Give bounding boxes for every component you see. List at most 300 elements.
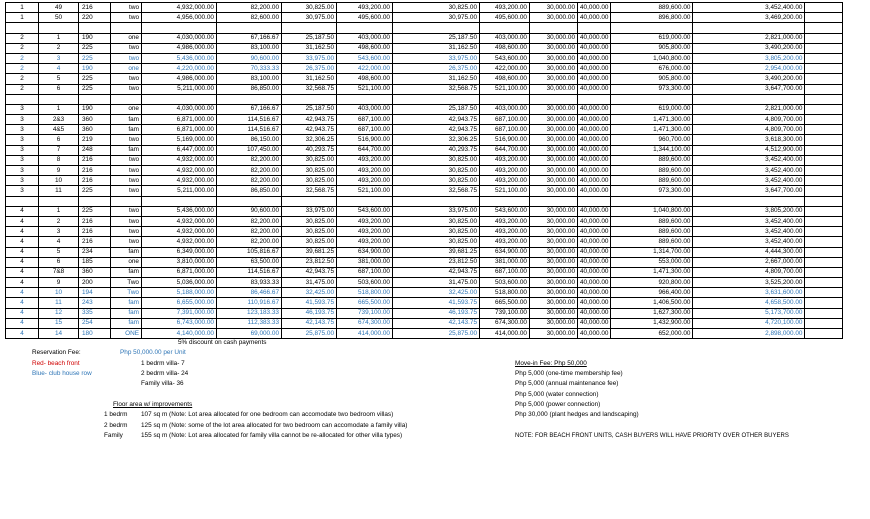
- table-cell: 4,932,000.00: [142, 3, 217, 13]
- table-cell: 30,000.00: [530, 318, 578, 328]
- floor-area-desc-1bedrm: 107 sq m (Note: Lot area allocated for one bedroom can accomodate two bedroom villas): [141, 411, 394, 418]
- table-cell: 30,000.00: [530, 64, 578, 74]
- table-cell: 3,452,400.00: [693, 227, 805, 237]
- table-cell: 687,100.00: [337, 115, 393, 125]
- table-cell: 23,812.50: [282, 257, 337, 267]
- table-cell: 25,187.50: [393, 33, 480, 43]
- table-cell: fam: [111, 115, 142, 125]
- table-cell: 414,000.00: [480, 329, 530, 339]
- table-cell: 30,000.00: [530, 84, 578, 94]
- table-cell: 4,986,000.00: [142, 74, 217, 84]
- table-cell: 3,452,400.00: [693, 155, 805, 165]
- table-cell: 11: [39, 298, 79, 308]
- table-row: [6, 176, 843, 186]
- table-cell: 30,000.00: [530, 155, 578, 165]
- table-cell: 414,000.00: [337, 329, 393, 339]
- table-cell: 30,000.00: [530, 278, 578, 288]
- table-cell: [578, 196, 611, 206]
- table-cell: two: [111, 74, 142, 84]
- table-cell: two: [111, 176, 142, 186]
- table-cell: 40,000.00: [578, 278, 611, 288]
- table-cell: 216: [79, 216, 111, 226]
- table-cell: 30,975.00: [393, 13, 480, 23]
- table-row: [6, 84, 843, 94]
- table-cell: 5,169,000.00: [142, 135, 217, 145]
- table-cell: 30,000.00: [530, 53, 578, 63]
- table-cell: 40,000.00: [578, 206, 611, 216]
- table-cell: two: [111, 43, 142, 53]
- table-cell: [393, 23, 480, 33]
- table-cell: 123,183.33: [217, 308, 282, 318]
- table-cell: 493,200.00: [480, 176, 530, 186]
- table-cell: 67,166.67: [217, 104, 282, 114]
- table-cell: [805, 145, 843, 155]
- table-cell: [578, 23, 611, 33]
- table-cell: 4: [39, 64, 79, 74]
- table-cell: 889,600.00: [611, 176, 693, 186]
- table-cell: one: [111, 33, 142, 43]
- table-cell: [111, 23, 142, 33]
- floor-area-title: Floor area w/ improvements: [113, 401, 193, 408]
- table-cell: [282, 94, 337, 104]
- table-cell: 498,600.00: [480, 43, 530, 53]
- table-cell: 3: [6, 186, 39, 196]
- table-cell: 10: [39, 176, 79, 186]
- table-row: [6, 329, 843, 339]
- table-cell: 493,200.00: [337, 216, 393, 226]
- blank-row: [6, 196, 843, 206]
- table-cell: [142, 94, 217, 104]
- table-cell: 493,200.00: [480, 216, 530, 226]
- floor-area-type-1bedrm: 1 bedrm: [104, 411, 128, 418]
- table-cell: [480, 196, 530, 206]
- table-cell: 41,593.75: [282, 298, 337, 308]
- table-cell: 3,647,700.00: [693, 84, 805, 94]
- table-cell: 220: [79, 13, 111, 23]
- table-cell: 86,150.00: [217, 135, 282, 145]
- table-cell: [805, 166, 843, 176]
- table-cell: 1: [39, 104, 79, 114]
- table-cell: [805, 267, 843, 277]
- table-cell: 9: [39, 278, 79, 288]
- table-cell: 2,821,000.00: [693, 33, 805, 43]
- table-cell: 335: [79, 308, 111, 318]
- table-cell: 82,200.00: [217, 166, 282, 176]
- table-cell: 30,000.00: [530, 247, 578, 257]
- table-cell: 2,821,000.00: [693, 104, 805, 114]
- table-cell: 31,162.50: [393, 43, 480, 53]
- table-cell: fam: [111, 125, 142, 135]
- table-row: [6, 247, 843, 257]
- table-row: [6, 166, 843, 176]
- table-cell: 3,452,400.00: [693, 166, 805, 176]
- table-row: [6, 186, 843, 196]
- table-cell: 30,000.00: [530, 33, 578, 43]
- table-cell: [805, 257, 843, 267]
- table-cell: 40,000.00: [578, 43, 611, 53]
- table-cell: 4,809,700.00: [693, 115, 805, 125]
- table-cell: [805, 135, 843, 145]
- table-cell: 30,000.00: [530, 135, 578, 145]
- table-cell: 83,933.33: [217, 278, 282, 288]
- table-cell: 40,000.00: [578, 247, 611, 257]
- table-cell: two: [111, 206, 142, 216]
- table-cell: [217, 23, 282, 33]
- table-cell: [142, 23, 217, 33]
- table-cell: 40,000.00: [578, 237, 611, 247]
- table-row: [6, 74, 843, 84]
- table-cell: 403,000.00: [480, 33, 530, 43]
- table-cell: 82,200.00: [217, 227, 282, 237]
- table-cell: two: [111, 227, 142, 237]
- table-cell: 6,349,000.00: [142, 247, 217, 257]
- table-cell: two: [111, 166, 142, 176]
- table-cell: 3,452,400.00: [693, 216, 805, 226]
- table-cell: 1: [6, 13, 39, 23]
- discount-note: 5% discount on cash payments: [178, 339, 267, 346]
- table-cell: 5,436,000.00: [142, 53, 217, 63]
- table-cell: 30,000.00: [530, 13, 578, 23]
- table-cell: 973,300.00: [611, 186, 693, 196]
- table-cell: 2: [6, 43, 39, 53]
- table-cell: 3: [39, 53, 79, 63]
- table-cell: [693, 23, 805, 33]
- table-cell: 889,600.00: [611, 237, 693, 247]
- villa-count-2bedrm: 2 bedrm villa- 24: [141, 370, 189, 377]
- table-cell: 498,600.00: [337, 74, 393, 84]
- table-cell: 254: [79, 318, 111, 328]
- move-in-item: Php 30,000 (plant hedges and landscaping): [515, 411, 639, 418]
- table-cell: [79, 196, 111, 206]
- table-cell: 243: [79, 298, 111, 308]
- table-cell: 63,500.00: [217, 257, 282, 267]
- table-cell: 1,406,500.00: [611, 298, 693, 308]
- table-row: [6, 115, 843, 125]
- table-cell: 42,943.75: [393, 115, 480, 125]
- table-cell: 4,932,000.00: [142, 176, 217, 186]
- table-cell: 83,100.00: [217, 43, 282, 53]
- table-cell: 5,211,000.00: [142, 186, 217, 196]
- floor-area-desc-family: 155 sq m (Note: Lot area allocated for family villa cannot be re-allocated for other villa types): [141, 432, 403, 439]
- table-cell: 190: [79, 33, 111, 43]
- table-cell: 4,720,100.00: [693, 318, 805, 328]
- table-cell: 30,975.00: [282, 13, 337, 23]
- table-cell: 25,187.50: [393, 104, 480, 114]
- table-cell: 4: [39, 237, 79, 247]
- table-cell: [805, 196, 843, 206]
- table-cell: 70,333.33: [217, 64, 282, 74]
- table-cell: 4: [6, 288, 39, 298]
- table-cell: 46,193.75: [282, 308, 337, 318]
- table-cell: 4: [6, 278, 39, 288]
- table-cell: 493,200.00: [337, 237, 393, 247]
- table-cell: 86,850.00: [217, 84, 282, 94]
- table-cell: 4: [6, 308, 39, 318]
- table-cell: 665,500.00: [337, 298, 393, 308]
- table-cell: 40,000.00: [578, 135, 611, 145]
- table-cell: 26,375.00: [282, 64, 337, 74]
- table-cell: 687,100.00: [480, 267, 530, 277]
- table-cell: [805, 216, 843, 226]
- table-cell: 30,825.00: [393, 176, 480, 186]
- table-row: [6, 298, 843, 308]
- table-row: [6, 237, 843, 247]
- table-cell: 521,100.00: [480, 84, 530, 94]
- table-cell: 30,825.00: [282, 155, 337, 165]
- table-cell: 30,000.00: [530, 308, 578, 318]
- table-cell: 5,036,000.00: [142, 278, 217, 288]
- table-cell: 83,100.00: [217, 74, 282, 84]
- table-cell: 69,000.00: [217, 329, 282, 339]
- table-cell: 3: [6, 135, 39, 145]
- table-cell: fam: [111, 247, 142, 257]
- table-cell: 3: [6, 166, 39, 176]
- table-cell: 216: [79, 166, 111, 176]
- table-cell: 2: [6, 33, 39, 43]
- table-cell: 1,344,100.00: [611, 145, 693, 155]
- table-cell: 5,211,000.00: [142, 84, 217, 94]
- table-cell: 498,600.00: [337, 43, 393, 53]
- table-cell: [805, 64, 843, 74]
- table-cell: 30,000.00: [530, 216, 578, 226]
- table-cell: 23,812.50: [393, 257, 480, 267]
- table-cell: 4,140,000.00: [142, 329, 217, 339]
- table-cell: 3,525,200.00: [693, 278, 805, 288]
- table-cell: 403,000.00: [480, 104, 530, 114]
- table-cell: 42,143.75: [393, 318, 480, 328]
- table-cell: [805, 13, 843, 23]
- table-cell: 3: [39, 227, 79, 237]
- table-cell: fam: [111, 145, 142, 155]
- table-row: [6, 64, 843, 74]
- table-cell: 10: [39, 288, 79, 298]
- table-cell: 6: [39, 135, 79, 145]
- table-cell: 2: [6, 53, 39, 63]
- table-cell: 644,700.00: [337, 145, 393, 155]
- table-cell: 739,100.00: [480, 308, 530, 318]
- table-cell: [282, 23, 337, 33]
- table-cell: 42,943.75: [282, 267, 337, 277]
- table-cell: 521,100.00: [337, 84, 393, 94]
- table-cell: 40,000.00: [578, 53, 611, 63]
- table-cell: [805, 318, 843, 328]
- table-cell: 40,000.00: [578, 104, 611, 114]
- table-cell: 33,975.00: [393, 206, 480, 216]
- table-cell: 6,447,000.00: [142, 145, 217, 155]
- table-cell: two: [111, 53, 142, 63]
- table-cell: 543,600.00: [337, 53, 393, 63]
- table-cell: 360: [79, 115, 111, 125]
- table-cell: 889,600.00: [611, 227, 693, 237]
- table-cell: 105,816.67: [217, 247, 282, 257]
- table-cell: 6: [39, 84, 79, 94]
- table-cell: 1: [39, 206, 79, 216]
- table-cell: 4,932,000.00: [142, 166, 217, 176]
- table-cell: 31,475.00: [393, 278, 480, 288]
- table-cell: 30,825.00: [393, 227, 480, 237]
- table-cell: 4: [6, 257, 39, 267]
- table-cell: 6,871,000.00: [142, 125, 217, 135]
- table-cell: [282, 196, 337, 206]
- table-cell: 40,000.00: [578, 288, 611, 298]
- table-cell: 1: [39, 33, 79, 43]
- table-cell: [111, 94, 142, 104]
- table-cell: [805, 227, 843, 237]
- table-cell: 493,200.00: [480, 227, 530, 237]
- table-cell: 1,314,700.00: [611, 247, 693, 257]
- table-cell: 2: [39, 43, 79, 53]
- table-cell: 190: [79, 64, 111, 74]
- table-cell: [805, 308, 843, 318]
- table-cell: 4,512,900.00: [693, 145, 805, 155]
- table-cell: 30,000.00: [530, 237, 578, 247]
- table-cell: 32,568.75: [393, 84, 480, 94]
- table-cell: [693, 196, 805, 206]
- table-row: [6, 53, 843, 63]
- table-cell: [805, 298, 843, 308]
- table-cell: [337, 196, 393, 206]
- table-cell: 403,000.00: [337, 104, 393, 114]
- table-cell: 82,600.00: [217, 13, 282, 23]
- table-cell: 543,600.00: [480, 53, 530, 63]
- table-cell: 3,452,400.00: [693, 3, 805, 13]
- table-cell: 40,000.00: [578, 308, 611, 318]
- table-cell: 518,800.00: [337, 288, 393, 298]
- table-cell: 40,293.75: [282, 145, 337, 155]
- table-cell: two: [111, 216, 142, 226]
- table-cell: 543,600.00: [480, 206, 530, 216]
- table-cell: 225: [79, 43, 111, 53]
- table-cell: 2: [6, 74, 39, 84]
- table-cell: 493,200.00: [480, 155, 530, 165]
- table-row: [6, 3, 843, 13]
- table-cell: 30,000.00: [530, 288, 578, 298]
- table-cell: [805, 237, 843, 247]
- table-cell: Two: [111, 278, 142, 288]
- table-cell: 920,800.00: [611, 278, 693, 288]
- table-cell: 234: [79, 247, 111, 257]
- table-cell: 4: [6, 298, 39, 308]
- table-cell: 30,825.00: [282, 176, 337, 186]
- table-cell: 86,466.67: [217, 288, 282, 298]
- table-cell: 493,200.00: [337, 227, 393, 237]
- table-cell: 30,825.00: [282, 216, 337, 226]
- table-cell: 190: [79, 104, 111, 114]
- table-cell: 687,100.00: [480, 125, 530, 135]
- table-cell: 194: [79, 288, 111, 298]
- table-cell: 31,162.50: [282, 74, 337, 84]
- table-cell: 4: [6, 329, 39, 339]
- table-cell: [337, 23, 393, 33]
- table-cell: [393, 196, 480, 206]
- beach-front-note: NOTE: FOR BEACH FRONT UNITS, CASH BUYERS WILL HAVE PRIORITY OVER OTHER BUYERS: [515, 433, 789, 439]
- table-cell: 905,800.00: [611, 74, 693, 84]
- table-cell: 4,932,000.00: [142, 216, 217, 226]
- table-cell: 30,000.00: [530, 74, 578, 84]
- table-cell: [6, 94, 39, 104]
- table-cell: 4,220,000.00: [142, 64, 217, 74]
- table-cell: [142, 196, 217, 206]
- table-cell: one: [111, 104, 142, 114]
- table-cell: 4,809,700.00: [693, 125, 805, 135]
- reservation-value: Php 50,000.00 per Unit: [120, 349, 186, 356]
- table-cell: 114,516.67: [217, 125, 282, 135]
- table-cell: 49: [39, 3, 79, 13]
- table-cell: 30,825.00: [393, 166, 480, 176]
- table-cell: 4,986,000.00: [142, 43, 217, 53]
- table-cell: 889,600.00: [611, 216, 693, 226]
- table-cell: 40,000.00: [578, 33, 611, 43]
- table-cell: [111, 196, 142, 206]
- table-cell: [805, 206, 843, 216]
- table-cell: 493,200.00: [337, 3, 393, 13]
- table-cell: 225: [79, 53, 111, 63]
- table-cell: 4,956,000.00: [142, 13, 217, 23]
- price-table: [5, 2, 843, 339]
- table-cell: 216: [79, 155, 111, 165]
- table-cell: 42,943.75: [393, 267, 480, 277]
- table-cell: 33,975.00: [282, 206, 337, 216]
- table-row: [6, 155, 843, 165]
- table-cell: [805, 288, 843, 298]
- table-cell: 503,600.00: [480, 278, 530, 288]
- table-cell: 553,000.00: [611, 257, 693, 267]
- table-cell: 248: [79, 145, 111, 155]
- table-cell: 107,450.00: [217, 145, 282, 155]
- table-cell: 67,166.67: [217, 33, 282, 43]
- table-cell: 82,200.00: [217, 155, 282, 165]
- villa-count-family: Family villa- 36: [141, 380, 184, 387]
- table-cell: 422,000.00: [480, 64, 530, 74]
- table-cell: 676,000.00: [611, 64, 693, 74]
- table-cell: 403,000.00: [337, 33, 393, 43]
- table-cell: 1,040,800.00: [611, 206, 693, 216]
- table-cell: 112,383.33: [217, 318, 282, 328]
- table-cell: 1,471,300.00: [611, 267, 693, 277]
- table-cell: 216: [79, 3, 111, 13]
- move-in-item: Php 5,000 (power connection): [515, 401, 601, 408]
- table-cell: 114,516.67: [217, 267, 282, 277]
- table-cell: 3,469,200.00: [693, 13, 805, 23]
- table-cell: 4&5: [39, 125, 79, 135]
- table-cell: 40,000.00: [578, 145, 611, 155]
- legend-red: Red- beach front: [32, 360, 80, 367]
- table-row: [6, 278, 843, 288]
- table-cell: 40,000.00: [578, 13, 611, 23]
- table-cell: [805, 176, 843, 186]
- table-row: [6, 135, 843, 145]
- table-cell: 219: [79, 135, 111, 145]
- table-cell: 25,187.50: [282, 104, 337, 114]
- table-cell: Two: [111, 288, 142, 298]
- table-cell: 30,000.00: [530, 257, 578, 267]
- table-cell: 225: [79, 74, 111, 84]
- table-cell: [480, 94, 530, 104]
- table-cell: [217, 94, 282, 104]
- table-cell: 40,000.00: [578, 115, 611, 125]
- table-cell: 42,943.75: [282, 125, 337, 135]
- table-cell: 110,916.67: [217, 298, 282, 308]
- table-cell: 381,000.00: [337, 257, 393, 267]
- table-cell: 493,200.00: [480, 166, 530, 176]
- table-cell: 30,825.00: [282, 3, 337, 13]
- table-cell: [611, 94, 693, 104]
- table-cell: 2,667,000.00: [693, 257, 805, 267]
- table-cell: [805, 247, 843, 257]
- table-cell: 6,871,000.00: [142, 267, 217, 277]
- table-cell: [805, 33, 843, 43]
- table-cell: 2,898,000.00: [693, 329, 805, 339]
